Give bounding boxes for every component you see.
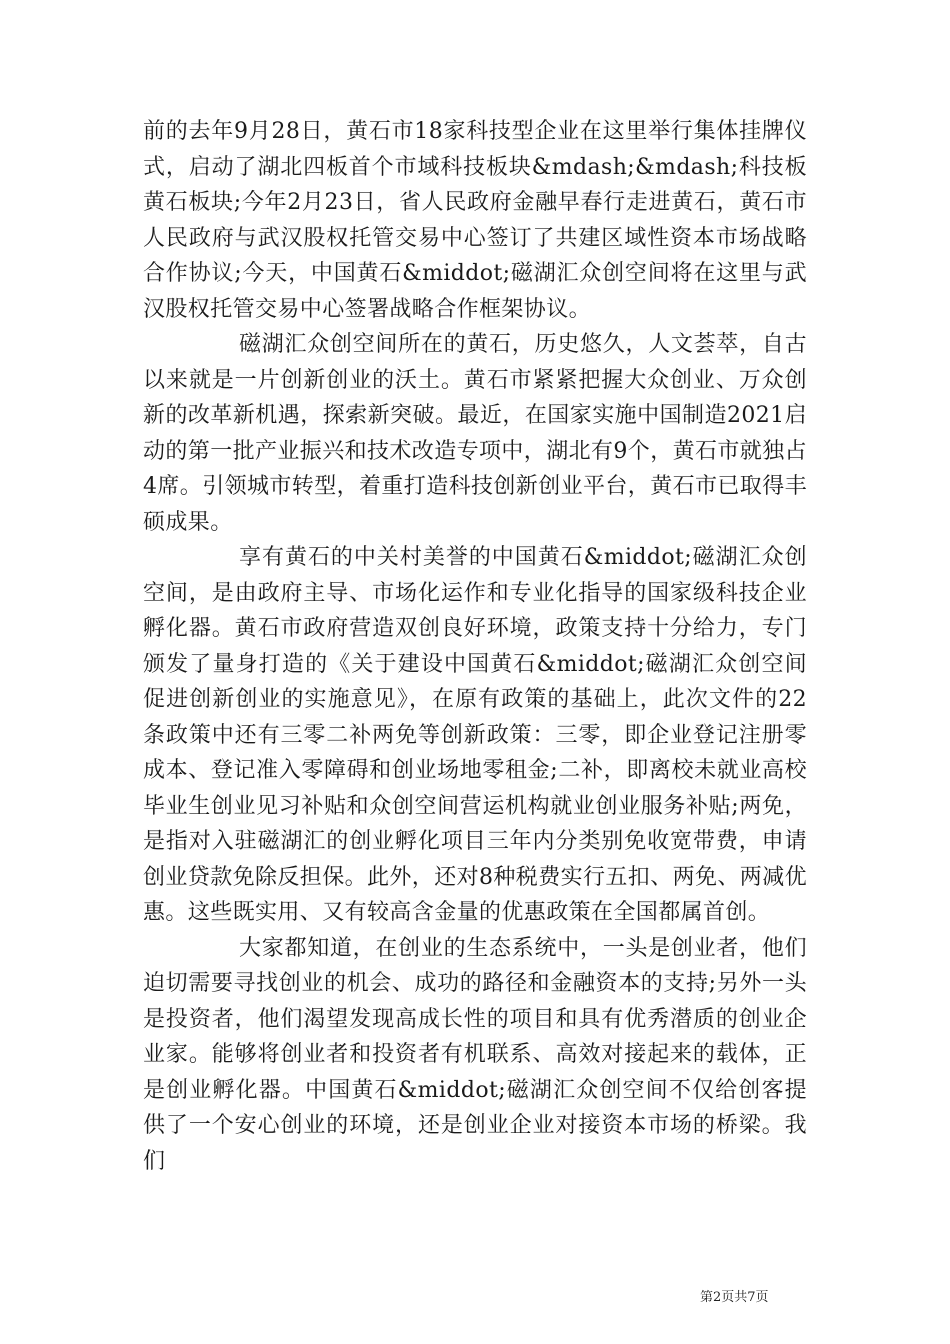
paragraph-3: 享有黄石的中关村美誉的中国黄石&middot;磁湖汇众创空间，是由政府主导、市场化运作和专业化指导的国家级科技企业孵化器。黄石市政府营造双创良好环境，政策支持十分给力，专门颁发了量身打造的《关于建设中国黄石&middot;磁湖汇众创空间促进创新创业的实施意见》，在原有政策的基础上，此次文件的22条政策中还有三零二补两免等创新政策：三零，即企业登记注册零成本、登记准入零障碍和创业场地零租金;二补，即离校未就业高校毕业生创业见习补贴和众创空间营运机构就业创业服务补贴;两免，是指对入驻磁湖汇的创业孵化项目三年内分类别免收宽带费，申请创业贷款免除反担保。此外，还对8种税费实行五扣、两免、两减优惠。这些既实用、又有较高含金量的优惠政策在全国都属首创。 (143, 545, 807, 925)
paragraph-4: 大家都知道，在创业的生态系统中，一头是创业者，他们迫切需要寻找创业的机会、成功的路径和金融资本的支持;另外一头是投资者，他们渴望发现高成长性的项目和具有优秀潜质的创业企业家。能够将创业者和投资者有机联系、高效对接起来的载体，正是创业孵化器。中国黄石&middot;磁湖汇众创空间不仅给创客提供了一个安心创业的环境，还是创业企业对接资本市场的桥梁。我们 (143, 935, 807, 1174)
paragraph-1: 前的去年9月28日，黄石市18家科技型企业在这里举行集体挂牌仪式，启动了湖北四板首个市域科技板块&mdash;&mdash;科技板黄石板块;今年2月23日，省人民政府金融早春行走进黄石，黄石市人民政府与武汉股权托管交易中心签订了共建区域性资本市场战略合作协议;今天，中国黄石&middot;磁湖汇众创空间将在这里与武汉股权托管交易中心签署战略合作框架协议。 (143, 119, 807, 322)
document-body (143, 114, 807, 1179)
page-number-footer: 第2页共7页 (700, 1290, 769, 1305)
paragraph-2: 磁湖汇众创空间所在的黄石，历史悠久，人文荟萃，自古以来就是一片创新创业的沃土。黄石市紧紧把握大众创业、万众创新的改革新机遇，探索新突破。最近，在国家实施中国制造2021启动的第一批产业振兴和技术改造专项中，湖北有9个，黄石市就独占4席。引领城市转型，着重打造科技创新创业平台，黄石市已取得丰硕成果。 (143, 332, 807, 535)
